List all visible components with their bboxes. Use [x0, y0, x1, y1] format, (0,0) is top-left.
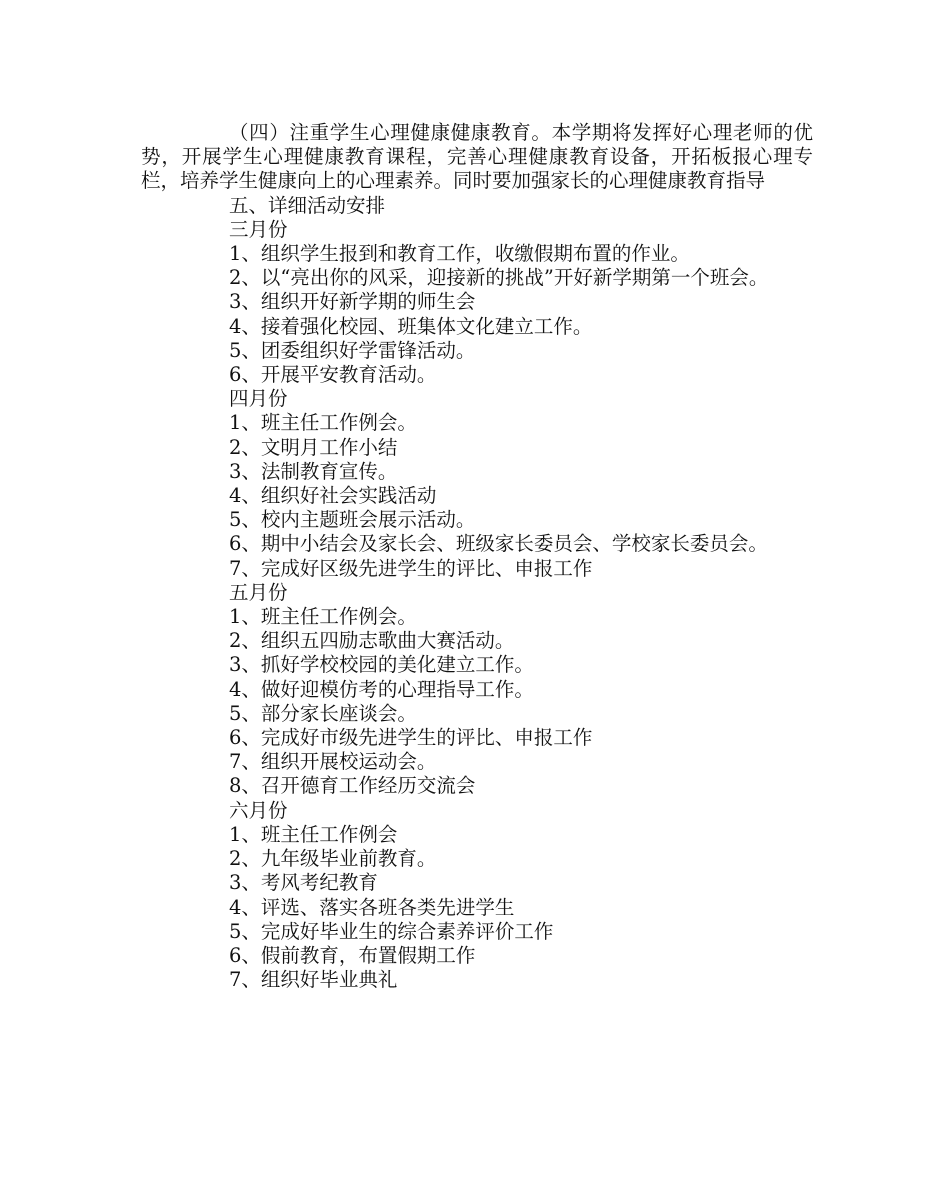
intro-paragraph: （四）注重学生心理健康健康教育。本学期将发挥好心理老师的优势，开展学生心理健康教育课程，完善心理健康教育设备，开拓板报心理专栏，培养学生健康向上的心理素养。同时要加强家长的心理健康教育指导	[141, 121, 813, 193]
list-item: 7、完成好区级先进学生的评比、申报工作	[229, 556, 593, 580]
month-heading-march: 三月份	[229, 217, 288, 241]
list-item: 1、班主任工作例会	[229, 822, 398, 846]
list-item: 8、召开德育工作经历交流会	[229, 774, 476, 798]
list-item: 5、校内主题班会展示活动。	[229, 508, 476, 532]
list-item: 3、法制教育宣传。	[229, 459, 398, 483]
list-item: 3、考风考纪教育	[229, 871, 378, 895]
list-item: 7、组织开展校运动会。	[229, 750, 437, 774]
list-item: 4、接着强化校园、班集体文化建立工作。	[229, 314, 593, 338]
list-item: 3、抓好学校校园的美化建立工作。	[229, 653, 534, 677]
list-item: 2、文明月工作小结	[229, 435, 398, 459]
list-item: 3、组织开好新学期的师生会	[229, 290, 476, 314]
list-item: 2、组织五四励志歌曲大赛活动。	[229, 629, 515, 653]
list-item: 1、组织学生报到和教育工作，收缴假期布置的作业。	[229, 242, 690, 266]
list-item: 5、部分家长座谈会。	[229, 701, 417, 725]
month-heading-june: 六月份	[229, 798, 288, 822]
list-item: 2、以“亮出你的风采，迎接新的挑战”开好新学期第一个班会。	[229, 266, 769, 290]
list-item: 6、期中小结会及家长会、班级家长委员会、学校家长委员会。	[229, 532, 768, 556]
list-item: 4、做好迎模仿考的心理指导工作。	[229, 677, 534, 701]
document-body	[141, 121, 813, 992]
list-item: 4、评选、落实各班各类先进学生	[229, 895, 515, 919]
list-item: 7、组织好毕业典礼	[229, 968, 398, 992]
list-item: 6、假前教育，布置假期工作	[229, 943, 476, 967]
list-item: 6、完成好市级先进学生的评比、申报工作	[229, 726, 593, 750]
list-item: 1、班主任工作例会。	[229, 605, 417, 629]
list-item: 6、开展平安教育活动。	[229, 363, 437, 387]
list-item: 2、九年级毕业前教育。	[229, 847, 437, 871]
month-heading-may: 五月份	[229, 580, 288, 604]
section-heading: 五、详细活动安排	[229, 193, 386, 217]
month-heading-april: 四月份	[229, 387, 288, 411]
list-item: 1、班主任工作例会。	[229, 411, 417, 435]
list-item: 4、组织好社会实践活动	[229, 484, 437, 508]
list-item: 5、完成好毕业生的综合素养评价工作	[229, 919, 554, 943]
list-item: 5、团委组织好学雷锋活动。	[229, 338, 476, 362]
